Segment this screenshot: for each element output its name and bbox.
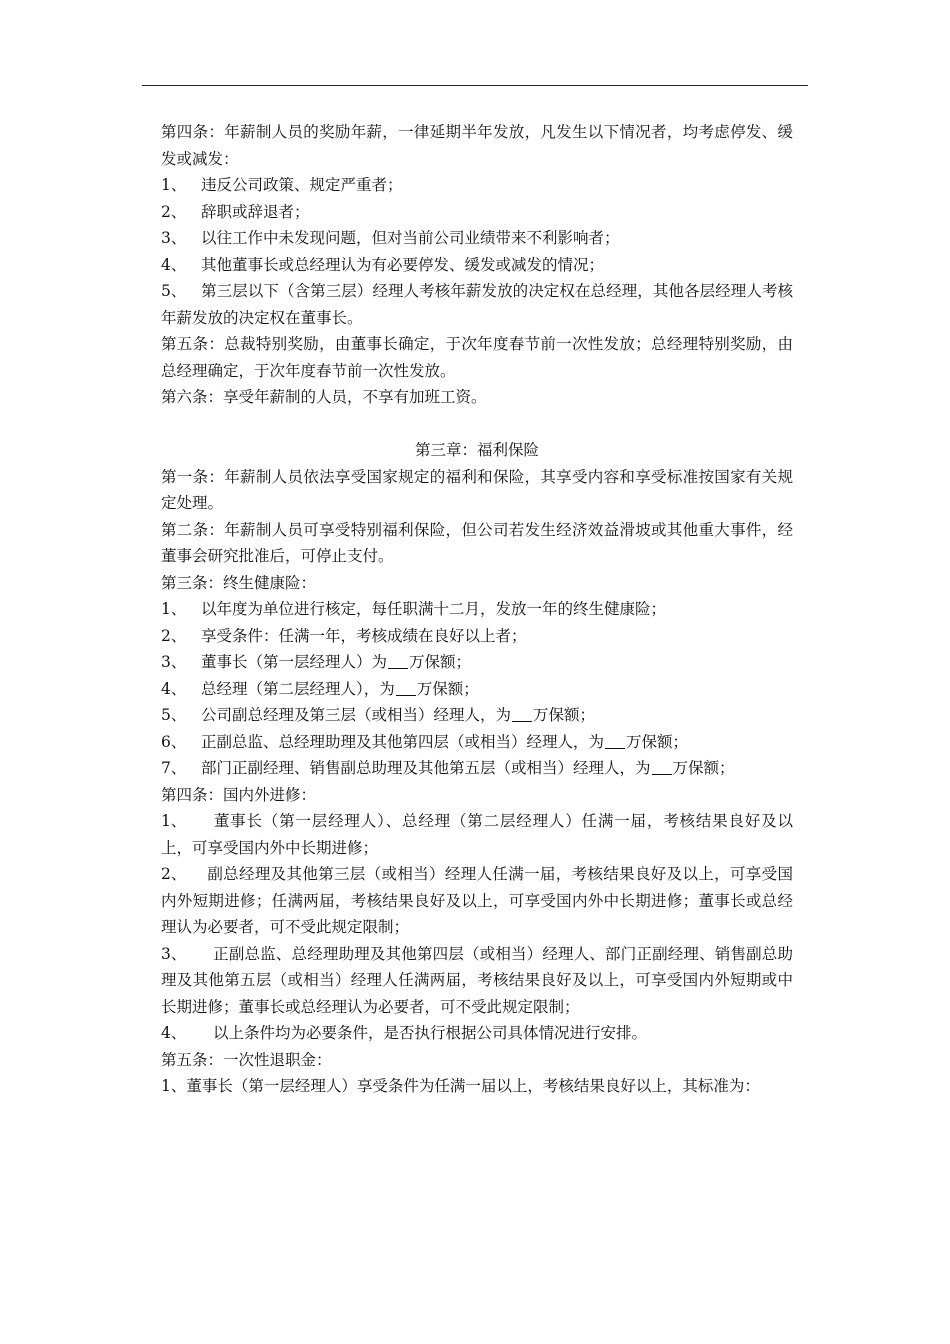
amount-blank <box>388 652 408 669</box>
chapter3-article-4-title: 第四条：国内外进修： <box>161 785 317 804</box>
list-item: 1、 董事长（第一层经理人）、总经理（第二层经理人）任满一届，考核结果良好及以上，可享受国内外中长期进修； <box>161 812 793 857</box>
list-item: 2、 副总经理及其他第三层（或相当）经理人任满一届，考核结果良好及以上，可享受国内外短期进修；任满两届，考核结果良好及以上，可享受国内外中长期进修；董事长或总经理认为必要者，可不受此规定限制； <box>161 865 793 936</box>
section-gap <box>161 411 793 438</box>
chapter-title: 第三章：福利保险 <box>414 441 539 459</box>
chapter3-article-5-title: 第五条：一次性退职金： <box>161 1050 332 1069</box>
list-item: 2、 辞职或辞退者； <box>161 202 310 221</box>
list-item: 4、 其他董事长或总经理认为有必要停发、缓发或减发的情况； <box>161 255 605 274</box>
list-item: 1、 以年度为单位进行核定，每任职满十二月，发放一年的终生健康险； <box>161 600 667 618</box>
list-item: 2、 享受条件：任满一年，考核成绩在良好以上者； <box>161 626 527 645</box>
list-item: 5、 公司副总经理及第三层（或相当）经理人，为 万保额； <box>161 706 596 724</box>
list-item: 3、 董事长（第一层经理人）为 万保额； <box>161 653 472 671</box>
amount-blank <box>512 705 532 722</box>
list-item: 1、董事长（第一层经理人）享受条件为任满一届以上，考核结果良好以上，其标准为： <box>161 1077 760 1095</box>
list-item: 7、 部门正副经理、销售副总助理及其他第五层（或相当）经理人，为 万保额； <box>161 759 735 777</box>
article-5: 第五条：总裁特别奖励，由董事长确定，于次年度春节前一次性发放；总经理特别奖励，由总经理确定，于次年度春节前一次性发放。 <box>161 335 793 380</box>
chapter3-article-3-title: 第三条：终生健康险： <box>161 573 317 592</box>
header-rule <box>142 85 808 86</box>
chapter3-article-1: 第一条：年薪制人员依法享受国家规定的福利和保险，其享受内容和享受标准按国家有关规定处理。 <box>161 467 793 512</box>
list-item: 5、 第三层以下（含第三层）经理人考核年薪发放的决定权在总经理，其他各层经理人考核年薪发放的决定权在董事长。 <box>161 282 793 327</box>
amount-blank <box>396 679 416 696</box>
amount-blank <box>652 758 672 775</box>
list-item: 1、 违反公司政策、规定严重者； <box>161 176 403 194</box>
article-4: 第四条：年薪制人员的奖励年薪，一律延期半年发放，凡发生以下情况者，均考虑停发、缓发或减发： <box>161 123 793 168</box>
list-item: 6、 正副总监、总经理助理及其他第四层（或相当）经理人，为 万保额； <box>161 732 689 751</box>
amount-blank <box>605 732 625 749</box>
article-6: 第六条：享受年薪制的人员，不享有加班工资。 <box>161 388 487 406</box>
list-item: 4、 以上条件均为必要条件，是否执行根据公司具体情况进行安排。 <box>161 1024 648 1042</box>
list-item: 4、 总经理（第二层经理人），为 万保额； <box>161 679 479 698</box>
chapter3-article-2: 第二条：年薪制人员可享受特别福利保险，但公司若发生经济效益滑坡或其他重大事件，经董事会研究批准后，可停止支付。 <box>161 520 793 565</box>
list-item: 3、 以往工作中未发现问题，但对当前公司业绩带来不利影响者； <box>161 229 620 247</box>
list-item: 3、 正副总监、总经理助理及其他第四层（或相当）经理人、部门正副经理、销售副总助理及其他第五层（或相当）经理人任满两届，考核结果良好及以上，可享受国内外短期或中长期进修；董事长或总经理认为必要者，可不受此规定限制； <box>161 944 793 1016</box>
document-body <box>161 119 793 1100</box>
